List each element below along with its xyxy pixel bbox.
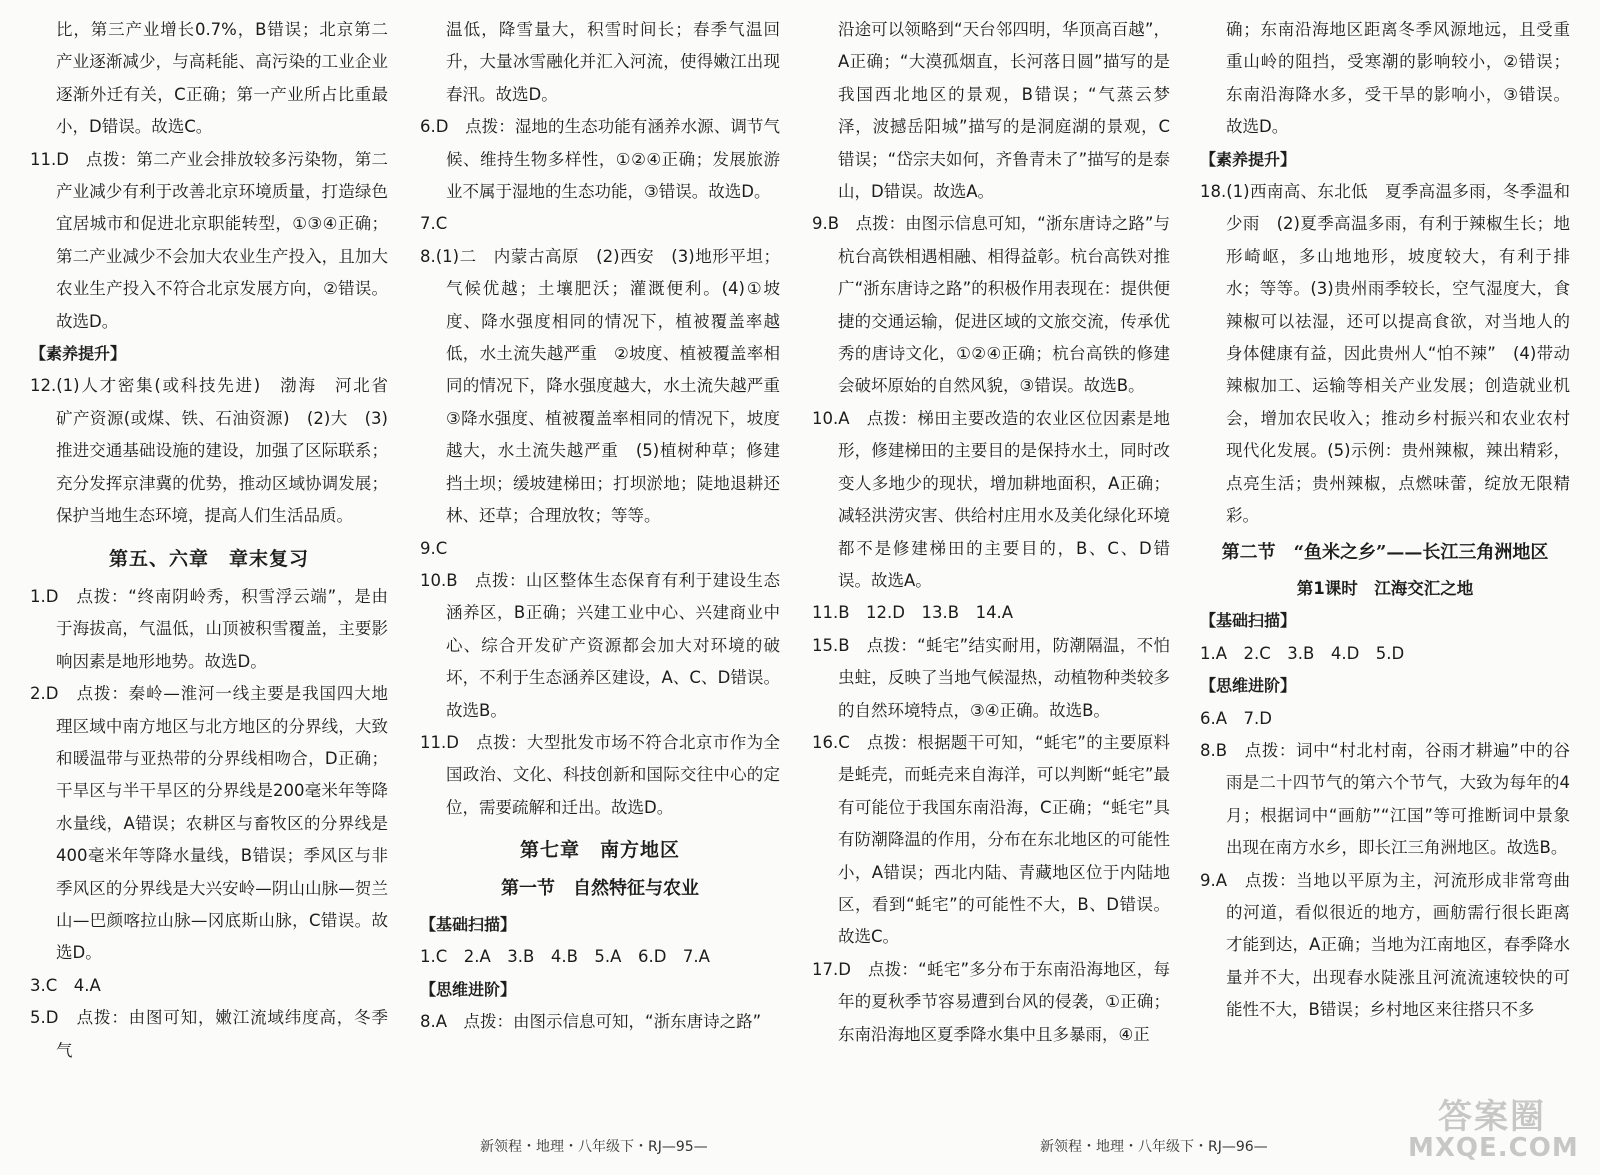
basic-answers: 1.A 2.C 3.B 4.D 5.D <box>1200 643 1405 663</box>
answers-11-14: 11.B 12.D 13.B 14.A <box>812 603 1014 623</box>
column-3 <box>812 14 1170 1051</box>
review-answer-3-4: 3.C 4.A <box>30 975 101 995</box>
lesson-1-heading: 第1课时 江海交汇之地 <box>1296 578 1474 598</box>
answer-7: 7.C <box>420 214 448 234</box>
answer-10-continued: 比，第三产业增长0.7%，B错误；北京第二产业逐渐减少，与高耗能、高污染的工业企业逐渐外迁有关，C正确；第一产业所占比重最小，D错误。故选C。 <box>56 20 388 137</box>
page-footer-left: 新领程・地理・八年级下・RJ—95— <box>480 1139 708 1155</box>
review-answer-5: 5.D 点拨：由图可知，嫩江流域纬度高，冬季气 <box>30 1008 388 1060</box>
section-1-heading: 第一节 自然特征与农业 <box>501 877 699 899</box>
chapter-review-heading: 第五、六章 章末复习 <box>108 547 309 570</box>
watermark-url: MXQE.COM <box>1408 1133 1579 1163</box>
review-answer-1: 1.D 点拨：“终南阴岭秀，积雪浮云端”，是由于海拔高，气温低，山顶被积雪覆盖，主要影响因素是地形地势。故选D。 <box>30 586 388 671</box>
answer-10: 10.A 点拨：梯田主要改造的农业区位因素是地形，修建梯田的主要目的是保持水土，同时改变人多地少的现状，增加耕地面积，A正确；减轻洪涝灾害、供给村庄用水及美化绿化环境都不是修建梯田的主要目的，B、C、D错误。故选A。 <box>812 408 1170 590</box>
section-label-suyang: 【素养提升】 <box>30 344 127 364</box>
page-footer-right: 新领程・地理・八年级下・RJ—96— <box>1040 1139 1268 1155</box>
basic-answers: 1.C 2.A 3.B 4.B 5.A 6.D 7.A <box>420 947 710 967</box>
answer-8: 8.B 点拨：词中“村北村南，谷雨才耕遍”中的谷雨是二十四节气的第六个节气，大致为每年的4月；根据词中“画舫”“江国”等可推断词中景象出现在南方水乡，即长江三角洲地区。故选B。 <box>1200 740 1570 858</box>
answer-8: 8.(1)二 内蒙古高原 (2)西安 (3)地形平坦；气候优越；土壤肥沃；灌溉便利。(4)①坡度、降水强度相同的情况下，植被覆盖率越低，水土流失越严重 ②坡度、植被覆盖率相同的情况下，降水强度越大，水土流失越严重 ③降水强度、植被覆盖率相同的情况下，坡度越大，水土流失越严重 (5)植树种草；修建挡土坝；缓坡建梯田；打坝淤地；陡地退耕还林、还草；合理放牧；等等。 <box>420 246 797 526</box>
review-answer-2: 2.D 点拨：秦岭—淮河一线主要是我国四大地理区域中南方地区与北方地区的分界线，大致和暖温带与亚热带的分界线相吻合，D正确；干旱区与半干旱区的分界线是200毫米年等降水量线，A错误；农耕区与畜牧区的分界线是400毫米年等降水量线，B错误；季风区与非季风区的分界线是大兴安岭—阴山山脉—贺兰山—巴颜喀拉山脉—冈底斯山脉，C错误。故选D。 <box>30 684 388 963</box>
answer-5-continued: 温低，降雪量大，积雪时间长；春季气温回升，大量冰雪融化并汇入河流，使得嫩江出现春汛。故选D。 <box>446 20 780 104</box>
answer-8-continued: 沿途可以领略到“天台邻四明，华顶高百越”，A正确；“大漠孤烟直，长河落日圆”描写的是我国西北地区的景观，B错误；“气蒸云梦泽，波撼岳阳城”描写的是洞庭湖的景观，C错误；“岱宗夫如何，齐鲁青未了”描写的是泰山，D错误。故选A。 <box>838 20 1170 202</box>
answer-11: 11.D 点拨：大型批发市场不符合北京市作为全国政治、文化、科技创新和国际交往中心的定位，需要疏解和迁出。故选D。 <box>420 732 780 817</box>
watermark-text: 答案圈 <box>1438 1097 1546 1137</box>
answer-9: 9.B 点拨：由图示信息可知，“浙东唐诗之路”与杭台高铁相遇相融、相得益彰。杭台高铁对推广“浙东唐诗之路”的积极作用表现在：提供便捷的交通运输，促进区域的文旅交流，传承优秀的唐诗文化，①②④正确；杭台高铁的修建会破坏原始的自然风貌，③错误。故选B。 <box>812 214 1170 396</box>
watermark-logo <box>1392 1089 1592 1169</box>
answer-11: 11.D 点拨：第二产业会排放较多污染物，第二产业减少有利于改善北京环境质量，打造绿色宜居城市和促进北京职能转型，①③④正确；第二产业减少不会加大农业生产投入，且加大农业生产投入不符合北京发展方向，②错误。故选D。 <box>30 149 388 331</box>
section-label-advanced: 【思维进阶】 <box>420 979 517 999</box>
answer-16: 16.C 点拨：根据题干可知，“蚝宅”的主要原料是蚝壳，而蚝壳来自海洋，可以判断“蚝宅”最有可能位于我国东南沿海，C正确；“蚝宅”具有防潮降温的作用，分布在东北地区的可能性小，A错误；西北内陆、青藏地区位于内陆地区，看到“蚝宅”的可能性不大，B、D错误。故选C。 <box>812 732 1170 947</box>
section-2-heading: 第二节 “鱼米之乡”——长江三角洲地区 <box>1221 541 1549 563</box>
section-label-suyang: 【素养提升】 <box>1200 149 1297 169</box>
section-label-basic: 【基础扫描】 <box>420 914 517 934</box>
answer-8-b: 8.A 点拨：由图示信息可知，“浙东唐诗之路” <box>420 1012 762 1032</box>
answer-15: 15.B 点拨：“蚝宅”结实耐用，防潮隔温，不怕虫蛀，反映了当地气候湿热，动植物种类较多的自然环境特点，③④正确。故选B。 <box>812 635 1170 720</box>
section-label-advanced: 【思维进阶】 <box>1200 676 1297 696</box>
answer-10: 10.B 点拨：山区整体生态保育有利于建设生态涵养区，B正确；兴建工业中心、兴建商业中心、综合开发矿产资源都会加大对环境的破坏，不利于生态涵养区建设，A、C、D错误。故选B。 <box>420 570 780 720</box>
answer-18: 18.(1)西南高、东北低 夏季高温多雨，冬季温和少雨 (2)夏季高温多雨，有利于辣椒生长；地形崎岖，多山地地形，坡度较大，有利于排水；等等。(3)贵州雨季较长，空气湿度大，食辣椒可以祛湿，还可以提高食欲，对当地人的身体健康有益，因此贵州人“怕不辣” (4)带动辣椒加工、运输等相关产业发展；创造就业机会，增加农民收入；推动乡村振兴和农业农村现代化发展。(5)示例：贵州辣椒，辣出精彩，点亮生活；贵州辣椒，点燃味蕾，绽放无限精彩。 <box>1200 182 1570 526</box>
column-2 <box>420 14 797 1039</box>
column-4 <box>1200 14 1570 1027</box>
answer-9: 9.A 点拨：当地以平原为主，河流形成非常弯曲的河道，看似很近的地方，画舫需行很长距离才能到达，A正确；当地为江南地区，春季降水量并不大，出现春水陡涨且河流流速较快的可能性不大，B错误；乡村地区来往搭只不多 <box>1200 870 1570 1020</box>
answer-12: 12.(1)人才密集(或科技先进) 渤海 河北省 矿产资源(或煤、铁、石油资源) (2)大 (3)推进交通基础设施的建设，加强了区际联系；充分发挥京津冀的优势，推动区域协调发展；保护当地生态环境，提高人们生活品质。 <box>30 376 405 526</box>
section-label-basic: 【基础扫描】 <box>1200 611 1297 631</box>
answer-17: 17.D 点拨：“蚝宅”多分布于东南沿海地区，每年的夏秋季节容易遭到台风的侵袭，①正确；东南沿海地区夏季降水集中且多暴雨，④正 <box>812 959 1170 1044</box>
column-1 <box>30 14 405 1067</box>
answer-6: 6.D 点拨：湿地的生态功能有涵养水源、调节气候、维持生物多样性，①②④正确；发展旅游业不属于湿地的生态功能，③错误。故选D。 <box>420 117 780 202</box>
answer-17-continued: 确；东南沿海地区距离冬季风源地远，且受重重山岭的阻挡，受寒潮的影响较小，②错误；东南沿海降水多，受干旱的影响小，③错误。故选D。 <box>1226 20 1570 137</box>
answer-9: 9.C <box>420 538 448 558</box>
chapter-7-heading: 第七章 南方地区 <box>519 839 680 862</box>
answers-6-7: 6.A 7.D <box>1200 708 1272 728</box>
